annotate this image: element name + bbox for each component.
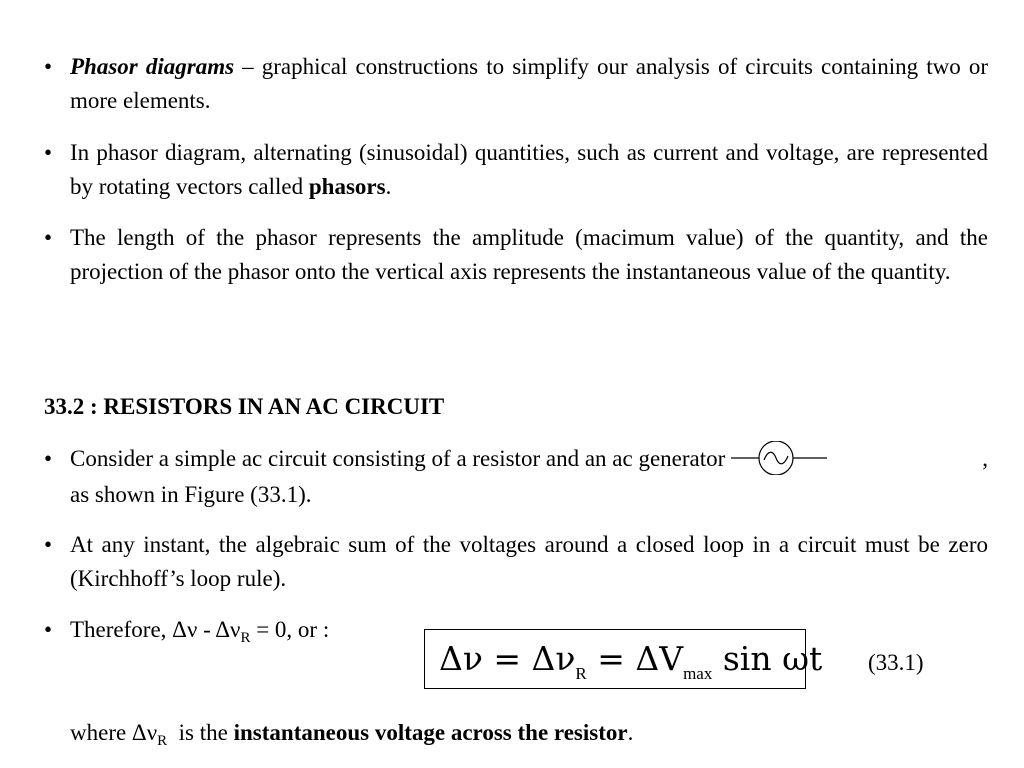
bullet-text: At any instant, the algebraic sum of the voltages around a closed loop in a circuit must be zero (Kirchhoff’s loop rule). bbox=[70, 532, 988, 591]
where-bold-term: instantaneous voltage across the resistor bbox=[233, 720, 628, 745]
equation-part2: = ΔV bbox=[586, 639, 684, 678]
bullet-marker: • bbox=[44, 446, 53, 471]
bullet-phasors-definition bbox=[44, 136, 988, 204]
equation-sub1: R bbox=[575, 664, 587, 683]
bullet-text: The length of the phasor represents the amplitude (macimum value) of the quantity, and the projection of the phasor onto the vertical axis represents the instantaneous value of the quantity. bbox=[70, 225, 988, 284]
ac-generator-svg bbox=[731, 441, 827, 475]
ac-generator-symbol-icon bbox=[731, 441, 827, 475]
where-subscript: R bbox=[157, 733, 168, 749]
term-phasor-diagrams: Phasor diagrams bbox=[70, 54, 235, 79]
equation-part1: Δν = Δν bbox=[439, 639, 576, 678]
bullet-marker: • bbox=[44, 225, 53, 250]
bullet-text-after: . bbox=[385, 174, 392, 199]
equation-box bbox=[424, 629, 823, 689]
bullet-text-rest: – graphical constructions to simplify our analysis of circuits containing two or more elements. bbox=[70, 54, 988, 113]
bullet-marker: • bbox=[44, 54, 53, 79]
bullet-text-before: In phasor diagram, alternating (sinusoidal) quantities, such as current and voltage, are represented by rotating vectors called bbox=[70, 140, 988, 199]
where-middle: is the bbox=[167, 720, 234, 745]
bullet-text bbox=[70, 136, 988, 204]
where-suffix: . bbox=[627, 720, 634, 745]
equation-number: (33.1) bbox=[868, 650, 924, 675]
bullet-marker: • bbox=[44, 140, 53, 165]
where-prefix: where Δν bbox=[70, 720, 158, 745]
therefore-prefix: Therefore, Δν - Δν bbox=[70, 617, 241, 642]
section-heading: 33.2 : RESISTORS IN AN AC CIRCUIT bbox=[44, 394, 445, 419]
bullet-marker: • bbox=[44, 617, 53, 642]
bullet-marker: • bbox=[44, 532, 53, 557]
equation-sub2: max bbox=[683, 664, 713, 683]
bullet-phasor-length bbox=[44, 221, 988, 289]
bullet-simple-ac-circuit bbox=[44, 442, 988, 512]
bullet-text-before: Consider a simple ac circuit consisting of a resistor and an ac generator bbox=[70, 446, 732, 471]
bullet-text-line2: as shown in Figure (33.1). bbox=[70, 481, 312, 507]
term-phasors: phasors bbox=[308, 174, 386, 199]
bullet-text-after: , bbox=[982, 446, 988, 471]
therefore-subscript: R bbox=[240, 630, 251, 646]
therefore-suffix: = 0, or : bbox=[250, 617, 330, 642]
equation-part3: sin ωt bbox=[712, 639, 823, 678]
where-line bbox=[70, 716, 633, 750]
bullet-text bbox=[70, 442, 988, 512]
bullet-phasor-diagrams bbox=[44, 50, 988, 118]
bullet-text bbox=[70, 50, 988, 118]
bullet-kirchhoff-loop bbox=[44, 528, 988, 596]
